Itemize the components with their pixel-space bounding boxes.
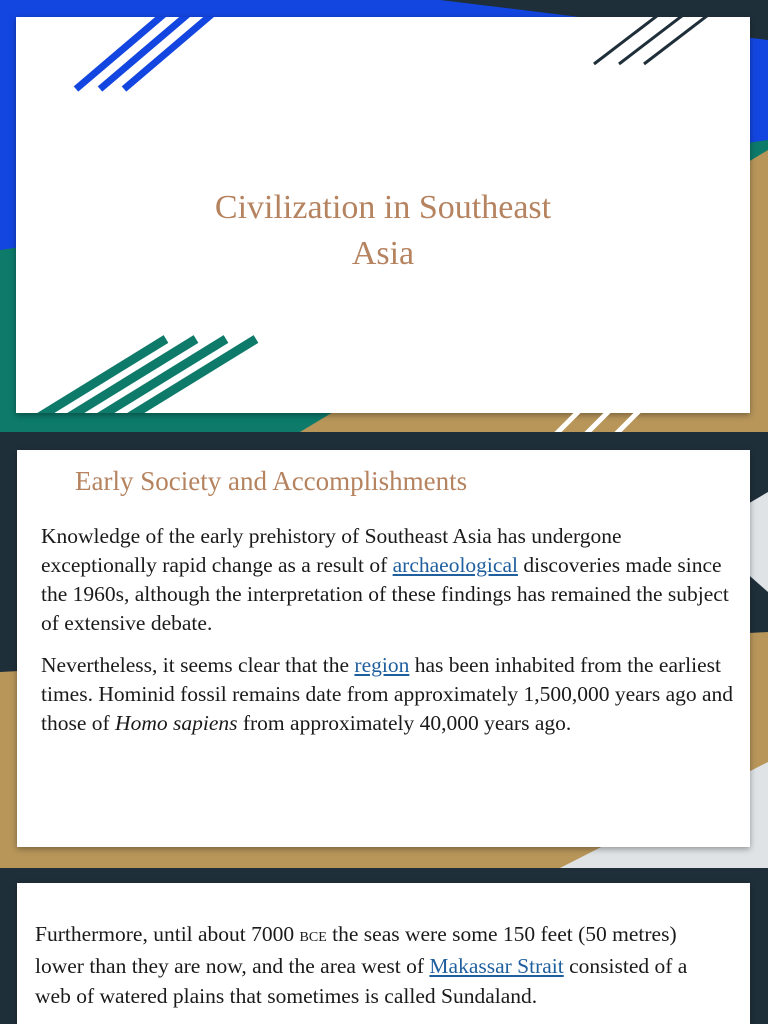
region-link[interactable]: region [354, 653, 410, 677]
content-slide-1 [0, 432, 768, 868]
paragraph-2-text-b: has been inhabited from the earliest times. Hominid fossil remains date from approximately 1,500,000 years ago and those of [41, 653, 734, 735]
paragraph-3 [35, 919, 725, 1012]
archaeological-link[interactable]: archaeological [392, 553, 518, 577]
homo-sapiens-italic: Homo sapiens [115, 711, 238, 735]
paragraph-3-text-b: the seas were some 150 feet (50 metres) lower than they are now, and the area west of [35, 922, 677, 978]
paragraph-2-text-a: Nevertheless, it seems clear that the [41, 653, 355, 677]
paragraph-1 [41, 522, 741, 638]
paragraph-1-text-b: discoveries made since the 1960s, although the interpretation of these findings has remained the subject of extensive debate. [41, 553, 729, 635]
page-title [16, 185, 750, 277]
title-card [16, 17, 750, 413]
paragraph-2 [41, 651, 741, 738]
bce-label: bce [299, 924, 327, 946]
title-line-2: Asia [351, 235, 415, 272]
content-card-1 [17, 450, 750, 847]
content-card-2 [17, 883, 750, 1024]
content-slide-2 [0, 868, 768, 1024]
paragraph-2-text-c: from approximately 40,000 years ago. [237, 711, 572, 735]
paragraph-1-text-a: Knowledge of the early prehistory of Southeast Asia has undergone exceptionally rapid change as a result of [41, 524, 622, 577]
paragraph-3-text-c: consisted of a web of watered plains that sometimes is called Sundaland. [35, 953, 688, 1008]
section-heading: Early Society and Accomplishments [75, 466, 468, 496]
bottom-white-stripes [0, 412, 768, 432]
makassar-strait-link[interactable]: Makassar Strait [429, 953, 564, 978]
title-line-1: Civilization in Southeast [214, 189, 552, 226]
paragraph-3-text-a: Furthermore, until about 7000 [35, 922, 300, 946]
title-slide [0, 0, 768, 432]
